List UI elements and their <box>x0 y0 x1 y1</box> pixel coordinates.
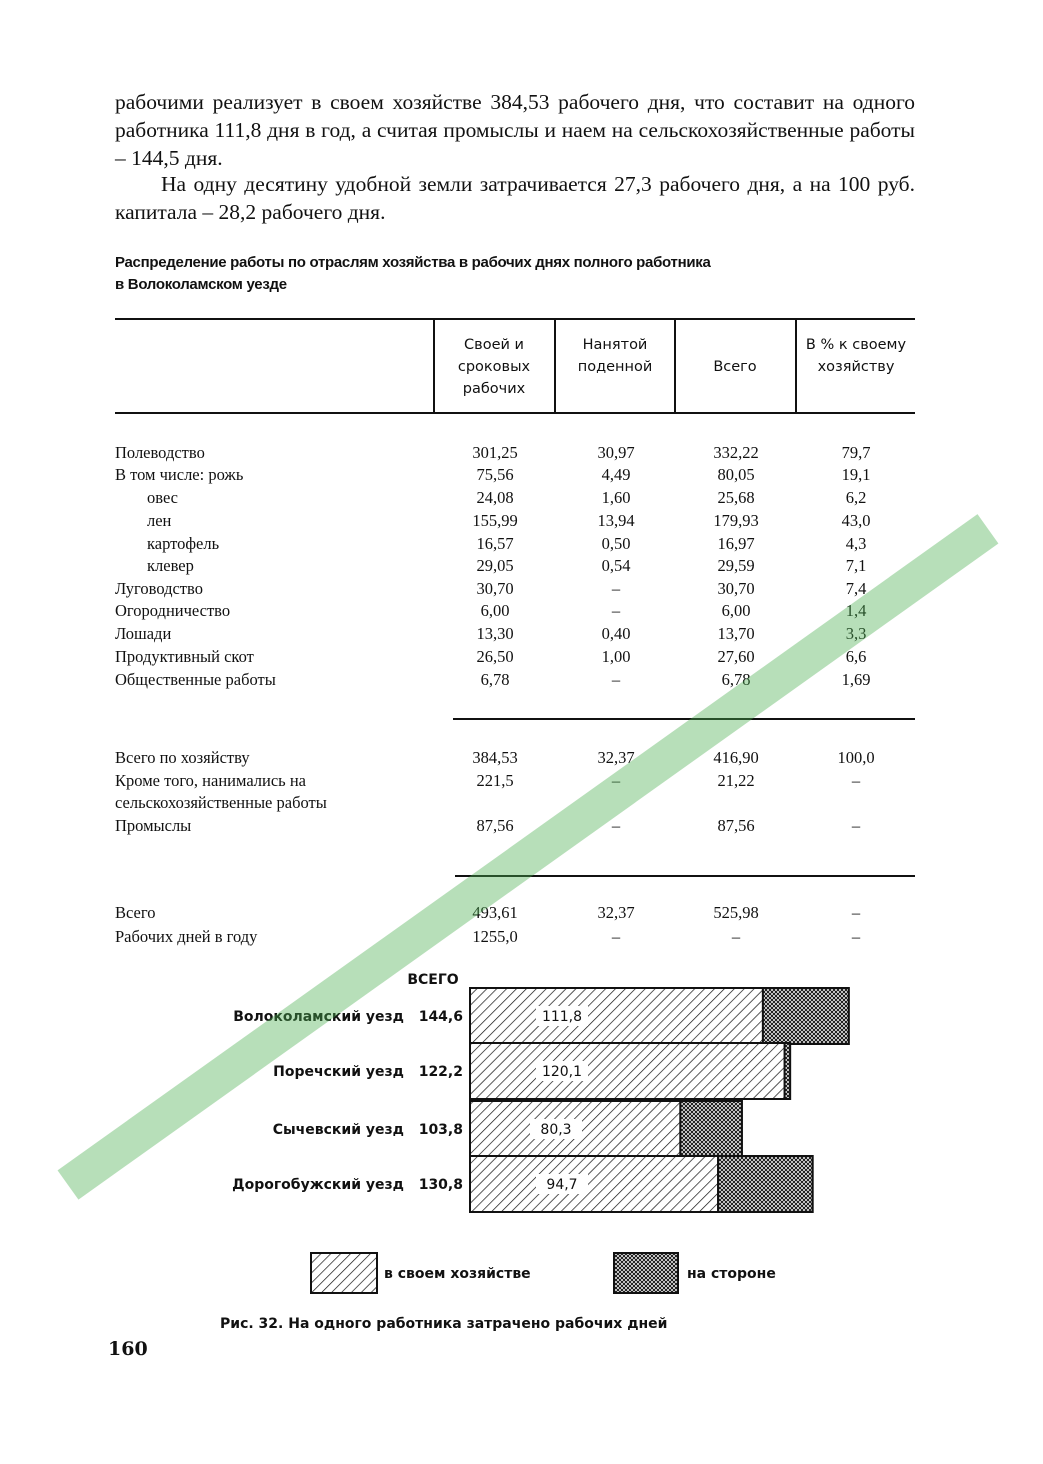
bar-segment-own <box>470 1156 718 1212</box>
cell-own: 24,08 <box>476 488 514 507</box>
cell-hired: 32,37 <box>597 748 635 767</box>
cell-percent: – <box>851 903 861 922</box>
row-label: овес <box>147 488 179 507</box>
row-label: В том числе: рожь <box>115 465 244 484</box>
cell-total: 179,93 <box>713 511 759 530</box>
legend-swatch-outside <box>614 1253 678 1293</box>
paragraph-2: На одну десятину удобной земли затрачивается 27,3 рабочего дня, а на 100 руб. капитала – 28,2 рабочего дня. <box>115 172 915 224</box>
cell-own: 29,05 <box>476 556 514 575</box>
cell-own: 87,56 <box>476 816 514 835</box>
header-own-workers: Своей и сроковых рабочих <box>457 337 531 397</box>
row-label: лен <box>147 511 172 530</box>
row-label: Всего по хозяйству <box>115 748 250 767</box>
cell-own: 1255,0 <box>472 927 518 946</box>
cell-hired: 32,37 <box>597 903 635 922</box>
cell-hired: 0,50 <box>601 534 631 553</box>
cell-total: 6,78 <box>721 670 751 689</box>
cell-hired: – <box>611 771 621 790</box>
cell-percent: – <box>851 771 861 790</box>
row-label: картофель <box>147 534 220 553</box>
bar-segment-own <box>470 988 763 1044</box>
bar-value-label: 120,1 <box>541 1064 583 1080</box>
cell-percent: 4,3 <box>845 534 867 553</box>
bar-category-label: Сычевский уезд <box>272 1122 404 1138</box>
cell-total: 525,98 <box>713 903 759 922</box>
cell-total: 27,60 <box>717 647 755 666</box>
cell-hired: – <box>611 816 621 835</box>
cell-percent: 100,0 <box>837 748 875 767</box>
cell-own: 221,5 <box>476 771 514 790</box>
cell-total: 21,22 <box>717 771 755 790</box>
cell-percent: 7,4 <box>845 579 867 598</box>
cell-percent: 79,7 <box>841 443 871 462</box>
row-label: клевер <box>147 556 194 575</box>
header-total: Всего <box>713 359 757 375</box>
cell-own: 13,30 <box>476 624 514 643</box>
legend-label-outside: на стороне <box>687 1266 776 1282</box>
cell-own: 16,57 <box>476 534 514 553</box>
legend-swatch-own <box>311 1253 377 1293</box>
header-percent: В % к своему хозяйству <box>805 337 907 375</box>
row-label: Продуктивный скот <box>115 647 254 666</box>
cell-own: 155,99 <box>472 511 518 530</box>
cell-hired: – <box>611 579 621 598</box>
cell-own: 6,78 <box>480 670 510 689</box>
cell-total: 13,70 <box>717 624 755 643</box>
row-label: Кроме того, нанимались на <box>115 771 306 790</box>
table-caption-line1: Распределение работы по отраслям хозяйства в рабочих днях полного работника <box>115 254 711 271</box>
row-label: Промыслы <box>115 816 192 835</box>
cell-own: 30,70 <box>476 579 514 598</box>
bar-category-label: Поречский уезд <box>273 1064 404 1080</box>
header-hired-daily: Нанятой поденной <box>577 337 653 375</box>
bar-value-label: 80,3 <box>540 1122 572 1138</box>
bar-value-label: 94,7 <box>546 1177 578 1193</box>
row-label-line2: сельскохозяйственные работы <box>115 793 327 812</box>
cell-percent: 6,2 <box>845 488 867 507</box>
bar-segment-outside <box>718 1156 813 1212</box>
cell-own: 493,61 <box>472 903 518 922</box>
bar-segment-outside <box>785 1043 791 1099</box>
cell-total: – <box>731 927 741 946</box>
bar-segment-own <box>470 1043 785 1099</box>
cell-total: 416,90 <box>713 748 759 767</box>
cell-percent: 6,6 <box>845 647 867 666</box>
cell-hired: 30,97 <box>597 443 635 462</box>
cell-hired: 0,54 <box>601 556 631 575</box>
cell-percent: 3,3 <box>845 624 867 643</box>
cell-own: 75,56 <box>476 465 514 484</box>
cell-percent: 43,0 <box>841 511 871 530</box>
cell-percent: – <box>851 927 861 946</box>
cell-percent: 1,4 <box>845 601 867 620</box>
cell-hired: 1,00 <box>601 647 631 666</box>
table-caption-line2: в Волоколамском уезде <box>115 276 287 293</box>
cell-hired: 0,40 <box>601 624 631 643</box>
cell-total: 16,97 <box>717 534 755 553</box>
legend-label-own: в своем хозяйстве <box>384 1266 531 1282</box>
cell-own: 6,00 <box>480 601 510 620</box>
cell-total: 6,00 <box>721 601 751 620</box>
figure-caption: Рис. 32. На одного работника затрачено рабочих дней <box>220 1316 668 1332</box>
row-label: Рабочих дней в году <box>115 927 258 946</box>
cell-total: 87,56 <box>717 816 755 835</box>
bar-category-label: Волоколамский уезд <box>233 1009 404 1025</box>
cell-total: 30,70 <box>717 579 755 598</box>
chart-bars <box>232 988 849 1212</box>
row-label: Общественные работы <box>115 670 276 689</box>
cell-hired: 13,94 <box>597 511 635 530</box>
row-label: Всего <box>115 903 156 922</box>
bar-total-label: 103,8 <box>418 1122 463 1138</box>
bar-total-label: 130,8 <box>418 1177 463 1193</box>
cell-own: 301,25 <box>472 443 518 462</box>
bar-segment-outside <box>763 988 849 1044</box>
cell-percent: 7,1 <box>845 556 867 575</box>
paragraph-1: рабочими реализует в своем хозяйстве 384,53 рабочего дня, что составит на одного работника 111,8 дня в год, а считая промыслы и наем на сельскохозяйственные работы – 144,5 дня. <box>115 90 915 170</box>
cell-percent: 19,1 <box>841 465 871 484</box>
cell-total: 25,68 <box>717 488 755 507</box>
bar-value-label: 111,8 <box>541 1009 583 1025</box>
page-number: 160 <box>108 1338 148 1360</box>
row-label: Полеводство <box>115 443 205 462</box>
cell-hired: – <box>611 670 621 689</box>
bar-total-label: 122,2 <box>418 1064 463 1080</box>
cell-percent: 1,69 <box>841 670 871 689</box>
cell-own: 384,53 <box>472 748 518 767</box>
row-label: Луговодство <box>115 579 203 598</box>
cell-hired: – <box>611 927 621 946</box>
bar-total-label: 144,6 <box>418 1009 463 1025</box>
cell-total: 29,59 <box>717 556 755 575</box>
cell-total: 332,22 <box>713 443 759 462</box>
cell-hired: 4,49 <box>601 465 631 484</box>
row-label: Огородничество <box>115 601 231 620</box>
row-label: Лошади <box>115 624 172 643</box>
cell-hired: – <box>611 601 621 620</box>
cell-percent: – <box>851 816 861 835</box>
bar-segment-outside <box>680 1101 742 1157</box>
cell-total: 80,05 <box>717 465 755 484</box>
bar-category-label: Дорогобужский уезд <box>232 1177 404 1193</box>
cell-own: 26,50 <box>476 647 514 666</box>
cell-hired: 1,60 <box>601 488 631 507</box>
chart-header: ВСЕГО <box>407 972 459 988</box>
